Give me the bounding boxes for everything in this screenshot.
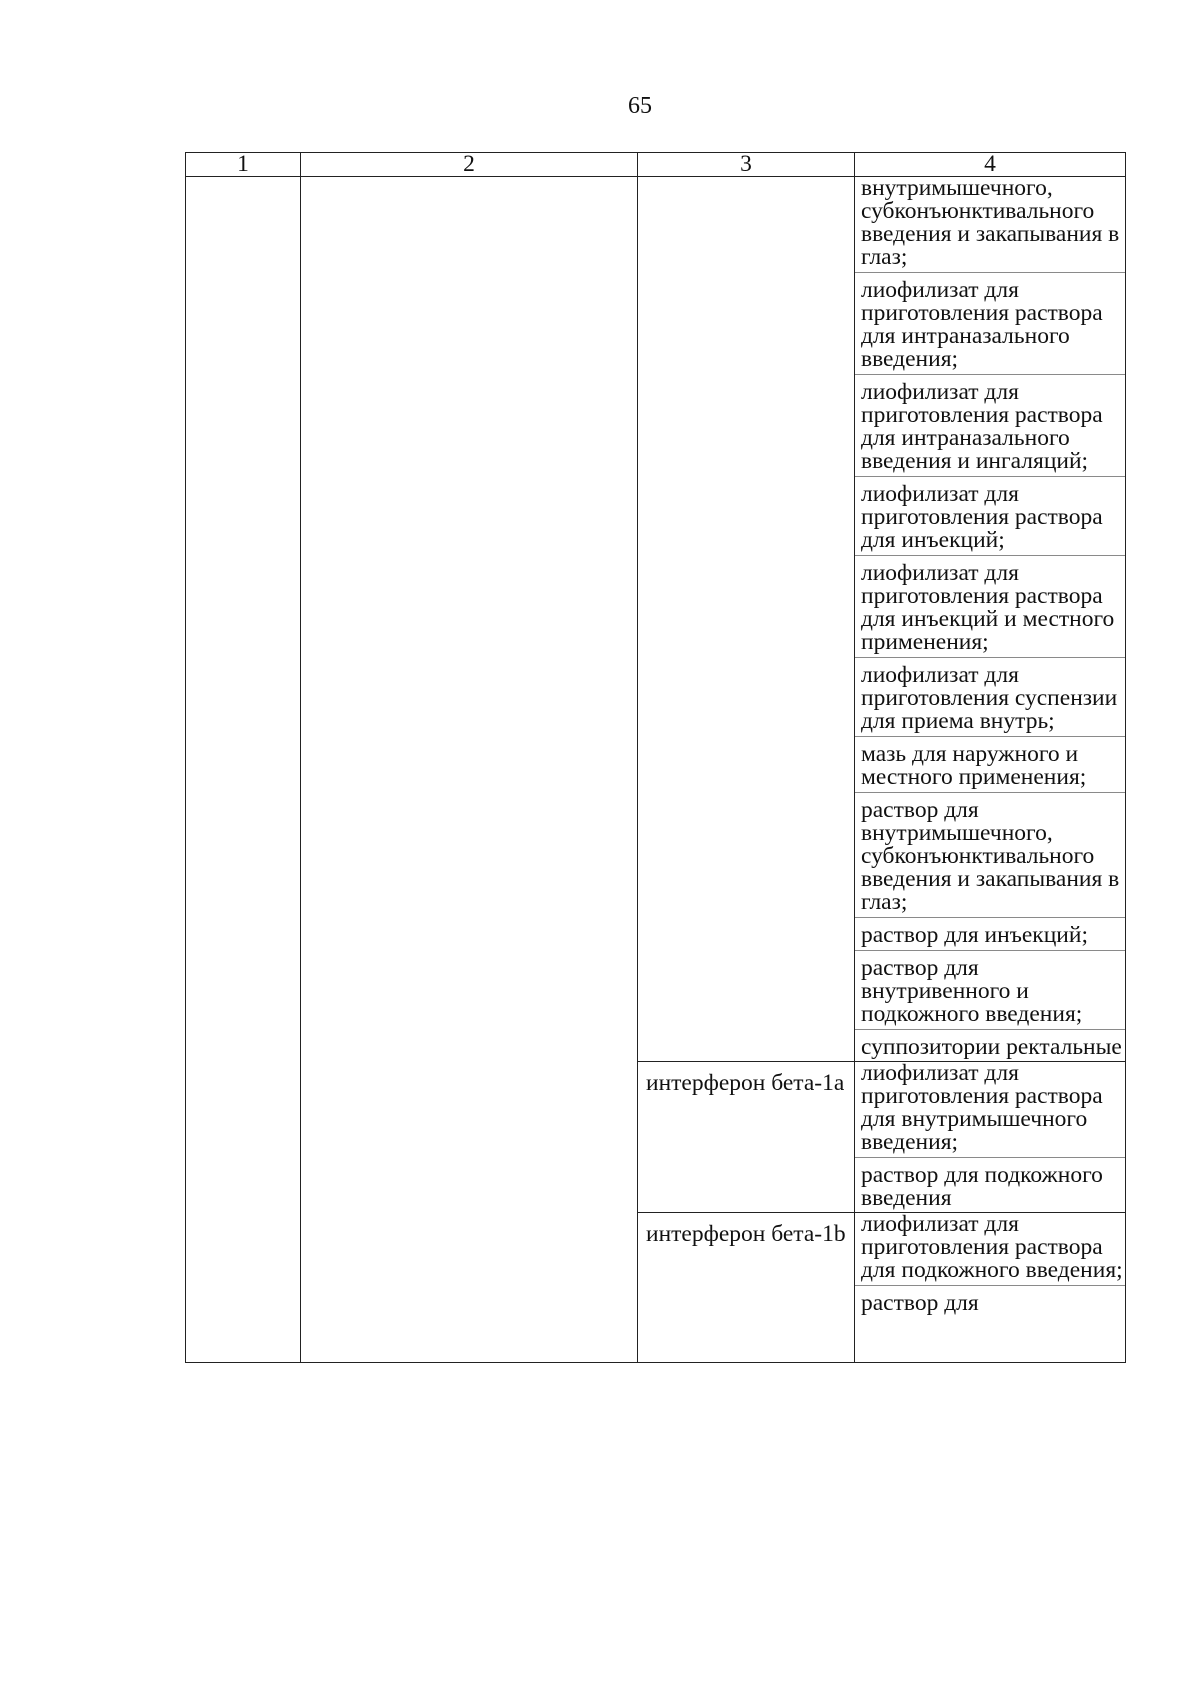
form-item: лиофилизат для приготовления раствора для интраназального введения; xyxy=(855,279,1125,375)
form-item: лиофилизат для приготовления суспензии для приема внутрь; xyxy=(855,664,1125,737)
forms-list xyxy=(855,177,1125,1061)
code-cell xyxy=(186,177,301,1363)
forms-list xyxy=(855,1062,1125,1212)
form-item: раствор для xyxy=(861,1290,979,1316)
header-col-3: 3 xyxy=(638,153,855,177)
form-item: раствор для инъекций; xyxy=(855,924,1125,951)
page-number: 65 xyxy=(628,93,652,119)
header-col-2: 2 xyxy=(301,153,638,177)
drug-name-cell: интерферон бета-1a xyxy=(638,1062,855,1213)
drug-name-cell xyxy=(638,177,855,1062)
form-item: лиофилизат для приготовления раствора для интраназального введения и ингаляций; xyxy=(855,381,1125,477)
form-item: внутримышечного, субконъюнктивального введения и закапывания в глаз; xyxy=(855,177,1125,273)
form-item: раствор для подкожного введения xyxy=(861,1162,1103,1211)
table-row xyxy=(186,177,1126,1062)
form-item: раствор для внутримышечного, субконъюнктивального введения и закапывания в глаз; xyxy=(855,799,1125,918)
form-item: суппозитории ректальные xyxy=(861,1034,1122,1060)
header-col-1: 1 xyxy=(186,153,301,177)
group-cell xyxy=(301,177,638,1363)
forms-cell xyxy=(855,1062,1126,1213)
form-item: лиофилизат для приготовления раствора для подкожного введения; xyxy=(855,1213,1125,1286)
form-item: лиофилизат для приготовления раствора для инъекций; xyxy=(855,483,1125,556)
forms-cell xyxy=(855,1213,1126,1363)
forms-cell xyxy=(855,177,1126,1062)
form-item: лиофилизат для приготовления раствора для инъекций и местного применения; xyxy=(855,562,1125,658)
form-item: мазь для наружного и местного применения; xyxy=(855,743,1125,793)
form-item: раствор для внутривенного и подкожного введения; xyxy=(855,957,1125,1030)
drug-name-cell: интерферон бета-1b xyxy=(638,1213,855,1363)
form-item: лиофилизат для приготовления раствора для внутримышечного введения; xyxy=(855,1062,1125,1158)
header-col-4: 4 xyxy=(855,153,1126,177)
header-row xyxy=(186,153,1126,177)
drug-table xyxy=(185,152,1126,1363)
forms-list xyxy=(855,1213,1125,1317)
